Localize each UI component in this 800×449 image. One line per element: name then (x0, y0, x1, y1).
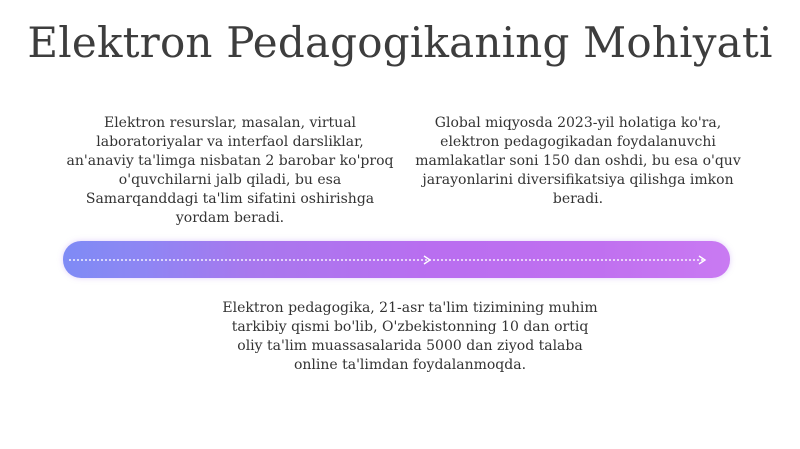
text-block-left: Elektron resurslar, masalan, virtual laboratoriyalar va interfaol darsliklar, an'anaviy ta'limga nisbatan 2 barobar ko'proq o'quvchilarni jalb qiladi, bu esa Samarqanddagi ta'lim sifatini oshirishga yordam beradi. (66, 115, 394, 226)
page-title: Elektron Pedagogikaning Mohiyati (27, 18, 773, 67)
timeline-bar (63, 241, 730, 278)
timeline-arrows (63, 241, 730, 278)
text-block-bottom: Elektron pedagogika, 21-asr ta'lim tizimining muhim tarkibiy qismi bo'lib, O'zbekistonning 10 dan ortiq oliy ta'lim muassasalarida 5000 dan ziyod talaba online ta'limdan foydalanmoqda. (222, 300, 598, 373)
text-block-right: Global miqyosda 2023-yil holatiga ko'ra, elektron pedagogikadan foydalanuvchi mamlakatlar soni 150 dan oshdi, bu esa o'quv jarayonlarini diversifikatsiya qilishga imkon beradi. (415, 115, 741, 207)
